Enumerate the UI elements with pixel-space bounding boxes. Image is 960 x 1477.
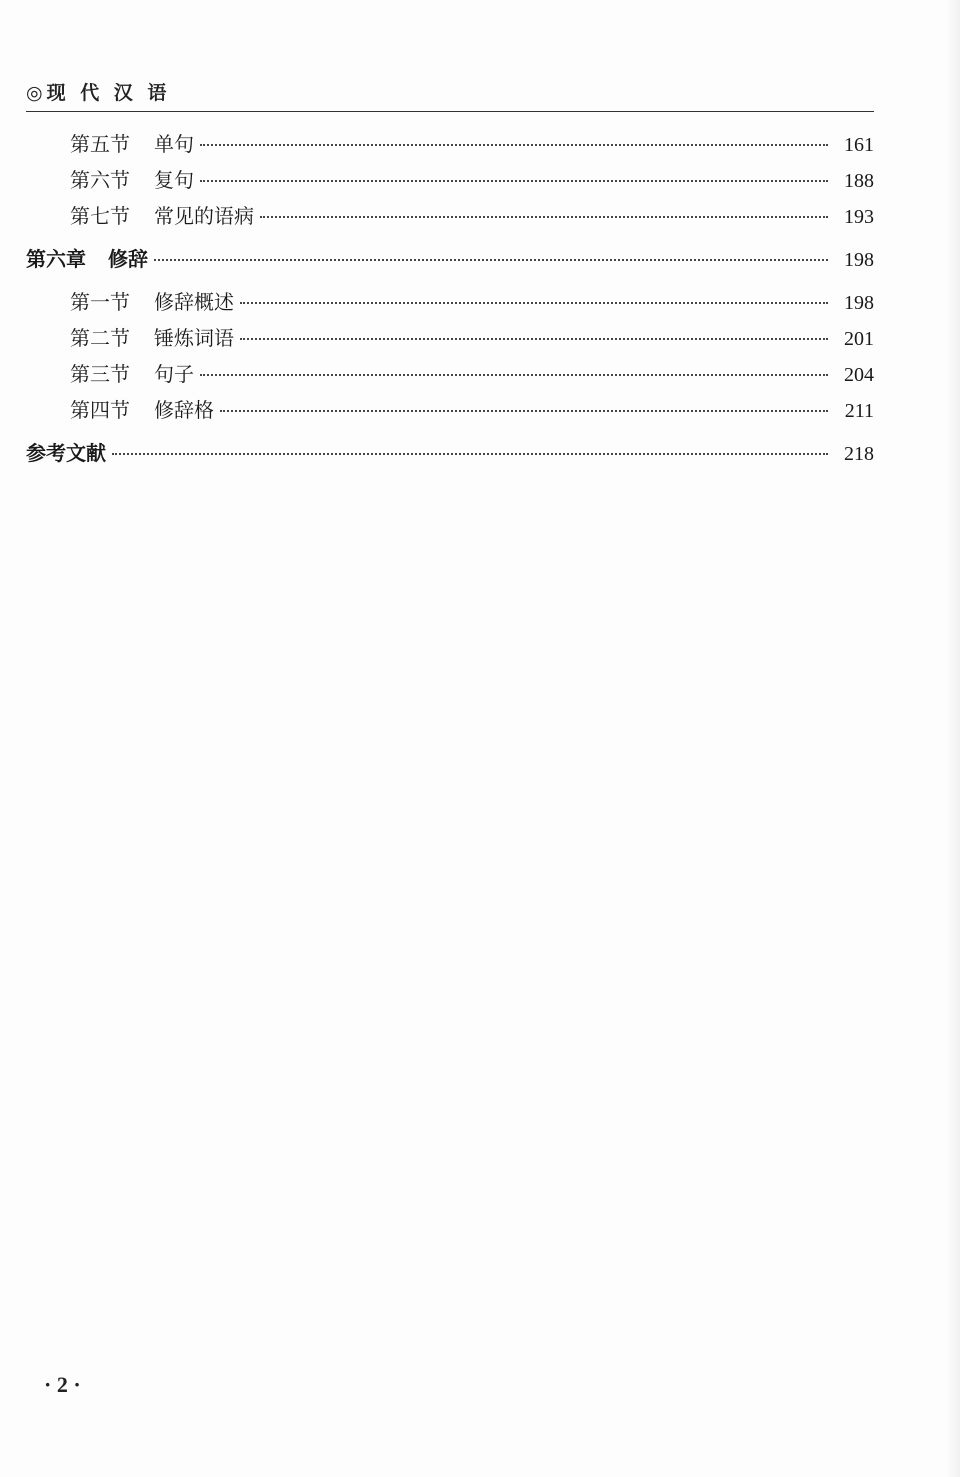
header-rule	[26, 111, 874, 112]
toc-entry-section-3[interactable]	[26, 358, 874, 394]
toc-entry-section-2[interactable]	[26, 322, 874, 358]
toc-entry-section-6[interactable]	[26, 164, 874, 200]
toc-entry-label: 第六节	[70, 168, 130, 192]
toc-entry-label: 第二节	[70, 326, 130, 350]
dot-leader	[220, 410, 828, 412]
toc-references-label: 参考文献	[26, 441, 106, 465]
dot-leader	[200, 180, 828, 182]
toc-entry-title: 句子	[154, 362, 194, 386]
dot-leader	[200, 374, 828, 376]
toc-entry-section-1[interactable]	[26, 286, 874, 322]
dot-leader	[112, 453, 828, 455]
dot-leader	[200, 144, 828, 146]
dot-leader	[240, 302, 828, 304]
toc-entry-title: 常见的语病	[154, 204, 254, 228]
toc-entry-chapter-6[interactable]	[26, 236, 874, 286]
toc-entry-references[interactable]	[26, 430, 874, 480]
toc-entry-section-4[interactable]	[26, 394, 874, 430]
toc-entry-page-number: 161	[844, 134, 874, 156]
toc-entry-label: 第四节	[70, 398, 130, 422]
toc-entry-label: 第一节	[70, 290, 130, 314]
page-number-folio: · 2 ·	[44, 1372, 81, 1397]
toc-entry-label: 第七节	[70, 204, 130, 228]
toc-chapter-title: 修辞	[108, 247, 148, 271]
toc-entry-page-number: 193	[844, 206, 874, 228]
dot-leader	[154, 259, 828, 261]
page-edge-shadow	[946, 0, 960, 1477]
toc-entry-title: 修辞格	[154, 398, 214, 422]
toc-entry-page-number: 211	[844, 400, 874, 422]
toc-entry-title: 复句	[154, 168, 194, 192]
toc-entry-section-5[interactable]	[26, 128, 874, 164]
toc-entry-page-number: 198	[844, 249, 874, 271]
toc-entry-title: 单句	[154, 132, 194, 156]
table-of-contents	[26, 128, 874, 480]
toc-entry-title: 修辞概述	[154, 290, 234, 314]
running-header: ◎现 代 汉 语	[26, 82, 171, 104]
toc-entry-label: 第五节	[70, 132, 130, 156]
toc-chapter-label: 第六章	[26, 247, 86, 271]
toc-entry-page-number: 188	[844, 170, 874, 192]
toc-entry-page-number: 218	[844, 443, 874, 465]
dot-leader	[260, 216, 828, 218]
toc-entry-page-number: 201	[844, 328, 874, 350]
toc-entry-page-number: 204	[844, 364, 874, 386]
toc-entry-title: 锤炼词语	[154, 326, 234, 350]
dot-leader	[240, 338, 828, 340]
toc-entry-page-number: 198	[844, 292, 874, 314]
toc-entry-label: 第三节	[70, 362, 130, 386]
toc-entry-section-7[interactable]	[26, 200, 874, 236]
